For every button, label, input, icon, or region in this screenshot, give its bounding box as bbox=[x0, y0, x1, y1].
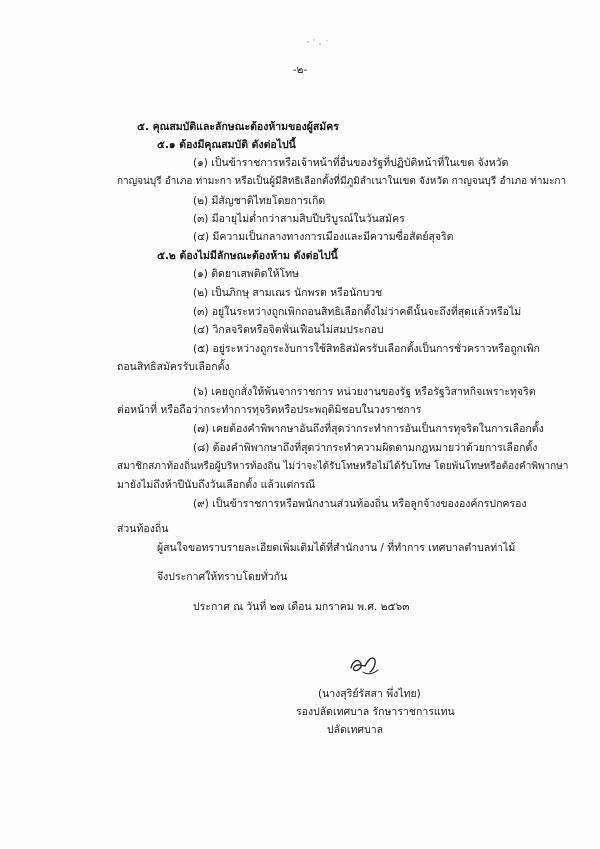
prohib-item-5-line2: ถอนสิทธิสมัครรับเลือกตั้ง bbox=[117, 361, 230, 373]
prohib-item-5-line1: (๕) อยู่ระหว่างถูกระงับการใช้สิทธิสมัครรับเลือกตั้งเป็นการชั่วคราวหรือถูกเพิก bbox=[193, 343, 540, 355]
qual-item-2: (๒) มีสัญชาติไทยโดยการเกิด bbox=[193, 195, 326, 207]
qual-item-1-line2: กาญจนบุรี อำเภอ ท่ามะกา หรือเป็นผู้มีสิทธิเลือกตั้งที่มีภูมิลำเนาในเขต จังหวัด กาญจนบุรี อำเภอ ท่ามะกา bbox=[117, 176, 567, 187]
announce-line: จึงประกาศให้ทราบโดยทั่วกัน bbox=[157, 571, 288, 583]
prohib-item-1: (๑) ติดยาเสพติดให้โทษ bbox=[193, 268, 299, 280]
qual-item-1-line1: (๑) เป็นข้าราชการหรือเจ้าหน้าที่อื่นของรัฐที่ปฏิบัติหน้าที่ในเขต จังหวัด bbox=[193, 157, 509, 169]
signatory-position-line2: ปลัดเทศบาล bbox=[327, 724, 384, 736]
prohib-item-9-line2: ส่วนท้องถิ่น bbox=[117, 523, 169, 535]
prohib-item-2: (๒) เป็นภิกษุ สามเณร นักพรต หรือนักบวช bbox=[193, 287, 383, 299]
prohib-item-6-line2: ต่อหน้าที่ หรือถือว่ากระทำการทุจริตหรือประพฤติมิชอบในวงราชการ bbox=[117, 404, 422, 416]
prohib-item-4: (๔) วิกลจริตหรือจิตฟั่นเฟือนไม่สมประกอบ bbox=[193, 324, 384, 336]
handwritten-signature bbox=[345, 650, 385, 680]
scan-specks bbox=[300, 30, 340, 50]
qual-item-3: (๓) มีอายุไม่ต่ำกว่าสามสิบปีบริบูรณ์ในวันสมัคร bbox=[193, 213, 405, 225]
page-number: -๒- bbox=[292, 64, 308, 76]
prohib-item-8-line3: มายังไม่ถึงห้าปีนับถึงวันเลือกตั้ง แล้วแต่กรณี bbox=[117, 479, 316, 491]
prohib-item-6-line1: (๖) เคยถูกสั่งให้พ้นจากราชการ หน่วยงานของรัฐ หรือรัฐวิสาหกิจเพราะทุจริต bbox=[193, 386, 536, 398]
section5-1-heading: ๕.๑ ต้องมีคุณสมบัติ ดังต่อไปนี้ bbox=[157, 139, 296, 151]
section5-2-heading: ๕.๒ ต้องไม่มีลักษณะต้องห้าม ดังต่อไปนี้ bbox=[157, 250, 338, 262]
section5-heading: ๕. คุณสมบัติและลักษณะต้องห้ามของผู้สมัคร bbox=[137, 121, 339, 133]
announcement-date: ประกาศ ณ วันที่ ๒๗ เดือน มกราคม พ.ศ. ๒๕๖๓ bbox=[193, 601, 410, 613]
prohib-item-7: (๗) เคยต้องคำพิพากษาอันถึงที่สุดว่ากระทำการอันเป็นการทุจริตในการเลือกตั้ง bbox=[193, 423, 544, 435]
contact-note: ผู้สนใจขอทราบรายละเอียดเพิ่มเติมได้ที่สำนักงาน / ที่ทำการ เทศบาลตำบลท่าไม้ bbox=[157, 542, 516, 554]
prohib-item-8-line2: สมาชิกสภาท้องถิ่นหรือผู้บริหารท้องถิ่น ไม่ว่าจะได้รับโทษหรือไม่ได้รับโทษ โดยพ้นโทษหรือต้องคำพิพากษา bbox=[117, 461, 569, 472]
prohib-item-9-line1: (๙) เป็นข้าราชการหรือพนักงานส่วนท้องถิ่น หรือลูกจ้างขององค์กรปกครอง bbox=[193, 498, 527, 510]
prohib-item-8-line1: (๘) ต้องคำพิพากษาถึงที่สุดว่ากระทำความผิดตามกฎหมายว่าด้วยการเลือกตั้ง bbox=[193, 442, 538, 454]
signatory-name: (นางสุริย์รัสสา พึ่งไทย) bbox=[318, 688, 421, 700]
signatory-position-line1: รองปลัดเทศบาล รักษาราชการแทน bbox=[296, 706, 455, 718]
prohib-item-3: (๓) อยู่ในระหว่างถูกเพิกถอนสิทธิเลือกตั้งไม่ว่าคดีนั้นจะถึงที่สุดแล้วหรือไม่ bbox=[193, 306, 522, 318]
qual-item-4: (๔) มีความเป็นกลางทางการเมืองและมีความซื่อสัตย์สุจริต bbox=[193, 231, 454, 243]
